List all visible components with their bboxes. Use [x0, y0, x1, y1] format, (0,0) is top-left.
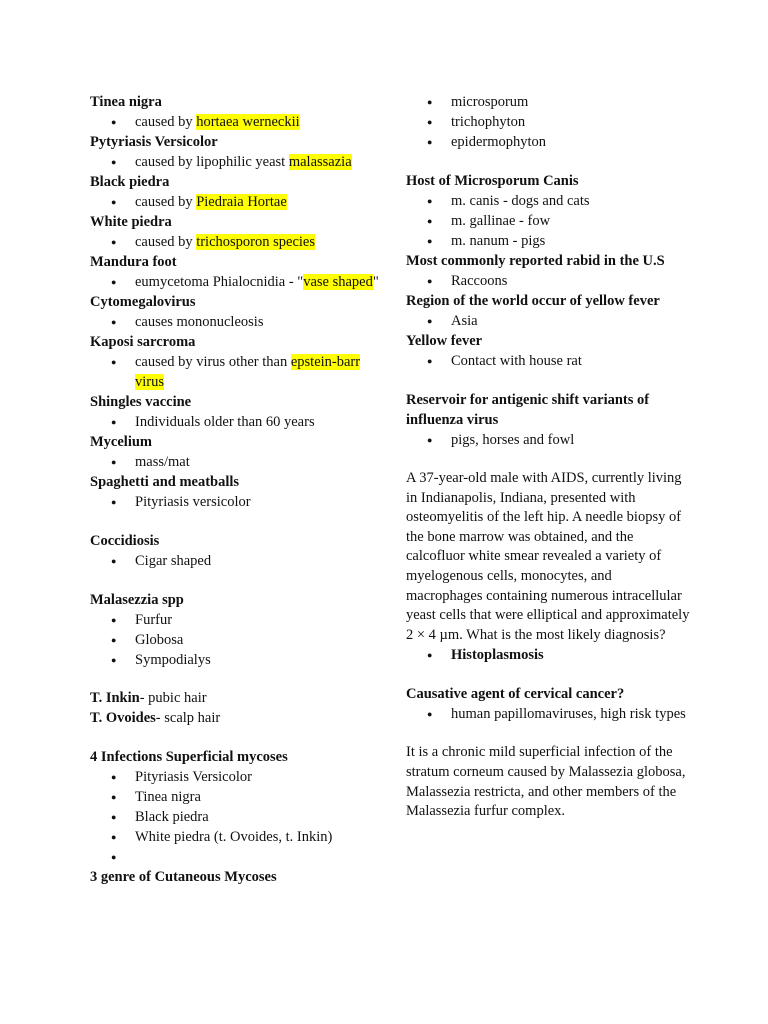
t-inkin-line: T. Inkin- pubic hair — [90, 690, 207, 706]
list-item: ● causes mononucleosis — [90, 312, 380, 332]
list-item: ● m. canis - dogs and cats — [406, 191, 691, 211]
right-column — [406, 92, 691, 822]
highlight: epstein-barr virus — [135, 354, 361, 390]
list-item: ● eumycetoma Phialocnidia - "vase shaped" — [90, 272, 380, 292]
list-item: ● Raccoons — [406, 271, 691, 291]
list-item: ● caused by virus other than epstein-barr virus — [90, 352, 380, 392]
heading-tinea-nigra: Tinea nigra — [90, 94, 162, 110]
answer-item: ● Histoplasmosis — [406, 645, 691, 665]
heading-kaposi: Kaposi sarcroma — [90, 334, 196, 350]
list-item: ● Contact with house rat — [406, 351, 691, 371]
heading-mycelium: Mycelium — [90, 434, 153, 450]
chronic-paragraph: It is a chronic mild superficial infection of the stratum corneum caused by Malassezia globosa, Malassezia restricta, and other members of the Malassezia furfur complex. — [406, 744, 686, 820]
list-item: ● m. gallinae - fow — [406, 211, 691, 231]
list-item: ● Pityriasis versicolor — [90, 492, 380, 512]
list-item: ● Furfur — [90, 610, 380, 630]
list-item: ● mass/mat — [90, 452, 380, 472]
list-item: ● m. nanum - pigs — [406, 231, 691, 251]
heading-white-piedra: White piedra — [90, 214, 172, 230]
list-item: ● White piedra (t. Ovoides, t. Inkin) — [90, 827, 380, 847]
list-item-empty — [90, 847, 380, 867]
highlight: malassazia — [288, 154, 352, 170]
list-item: ● Cigar shaped — [90, 551, 380, 571]
highlight: Piedraia Hortae — [196, 194, 287, 210]
list-item: ● Tinea nigra — [90, 787, 380, 807]
list-item: ● Asia — [406, 311, 691, 331]
list-item: ● caused by lipophilic yeast malassazia — [90, 152, 380, 172]
list-item: ● caused by hortaea werneckii — [90, 112, 380, 132]
list-item: ● microsporum — [406, 92, 691, 112]
list-item: ● caused by trichosporon species — [90, 232, 380, 252]
heading-coccidiosis: Coccidiosis — [90, 533, 160, 549]
heading-shingles: Shingles vaccine — [90, 394, 192, 410]
list-item: ● trichophyton — [406, 112, 691, 132]
list-item: ● human papillomaviruses, high risk types — [406, 704, 691, 724]
list-item: ● Black piedra — [90, 807, 380, 827]
highlight: hortaea werneckii — [196, 114, 300, 130]
heading-host-microsporum: Host of Microsporum Canis — [406, 173, 579, 189]
heading-reservoir: Reservoir for antigenic shift variants of influenza virus — [406, 392, 650, 428]
highlight: vase shaped — [303, 274, 373, 290]
heading-superficial-mycoses: 4 Infections Superficial mycoses — [90, 749, 288, 766]
heading-yellow-fever: Yellow fever — [406, 333, 483, 349]
list-item: ● Individuals older than 60 years — [90, 412, 380, 432]
list-item: ● Sympodialys — [90, 650, 380, 670]
heading-spaghetti: Spaghetti and meatballs — [90, 474, 240, 490]
heading-pytyriasis: Pytyriasis Versicolor — [90, 134, 218, 150]
list-item: ● epidermophyton — [406, 132, 691, 152]
heading-cervical-cancer: Causative agent of cervical cancer? — [406, 686, 625, 703]
case-paragraph: A 37-year-old male with AIDS, currently living in Indianapolis, Indiana, presented with osteomyelitis of the left hip. A needle biopsy of the bone marrow was obtained, and the calcofluor white smear revealed a variety of myelogenous cells, monocytes, and macrophages containing numerous intracellular yeast cells that were elliptical and approximately 2 × 4 µm. What is the most likely diagnosis? — [406, 470, 690, 643]
list-item: ● Pityriasis Versicolor — [90, 767, 380, 787]
highlight: trichosporon species — [196, 234, 315, 250]
heading-rabid: Most commonly reported rabid in the U.S — [406, 253, 665, 269]
heading-yellow-fever-region: Region of the world occur of yellow fever — [406, 293, 660, 309]
heading-cytomegalovirus: Cytomegalovirus — [90, 294, 196, 310]
t-ovoides-line: T. Ovoides- scalp hair — [90, 709, 221, 726]
heading-mandura-foot: Mandura foot — [90, 254, 177, 270]
list-item: ● caused by Piedraia Hortae — [90, 192, 380, 212]
heading-cutaneous-mycoses: 3 genre of Cutaneous Mycoses — [90, 869, 277, 886]
list-item: ● pigs, horses and fowl — [406, 430, 691, 450]
heading-malasezzia: Malasezzia spp — [90, 592, 184, 608]
list-item: ● Globosa — [90, 630, 380, 650]
heading-black-piedra: Black piedra — [90, 174, 170, 190]
left-column — [90, 92, 380, 887]
